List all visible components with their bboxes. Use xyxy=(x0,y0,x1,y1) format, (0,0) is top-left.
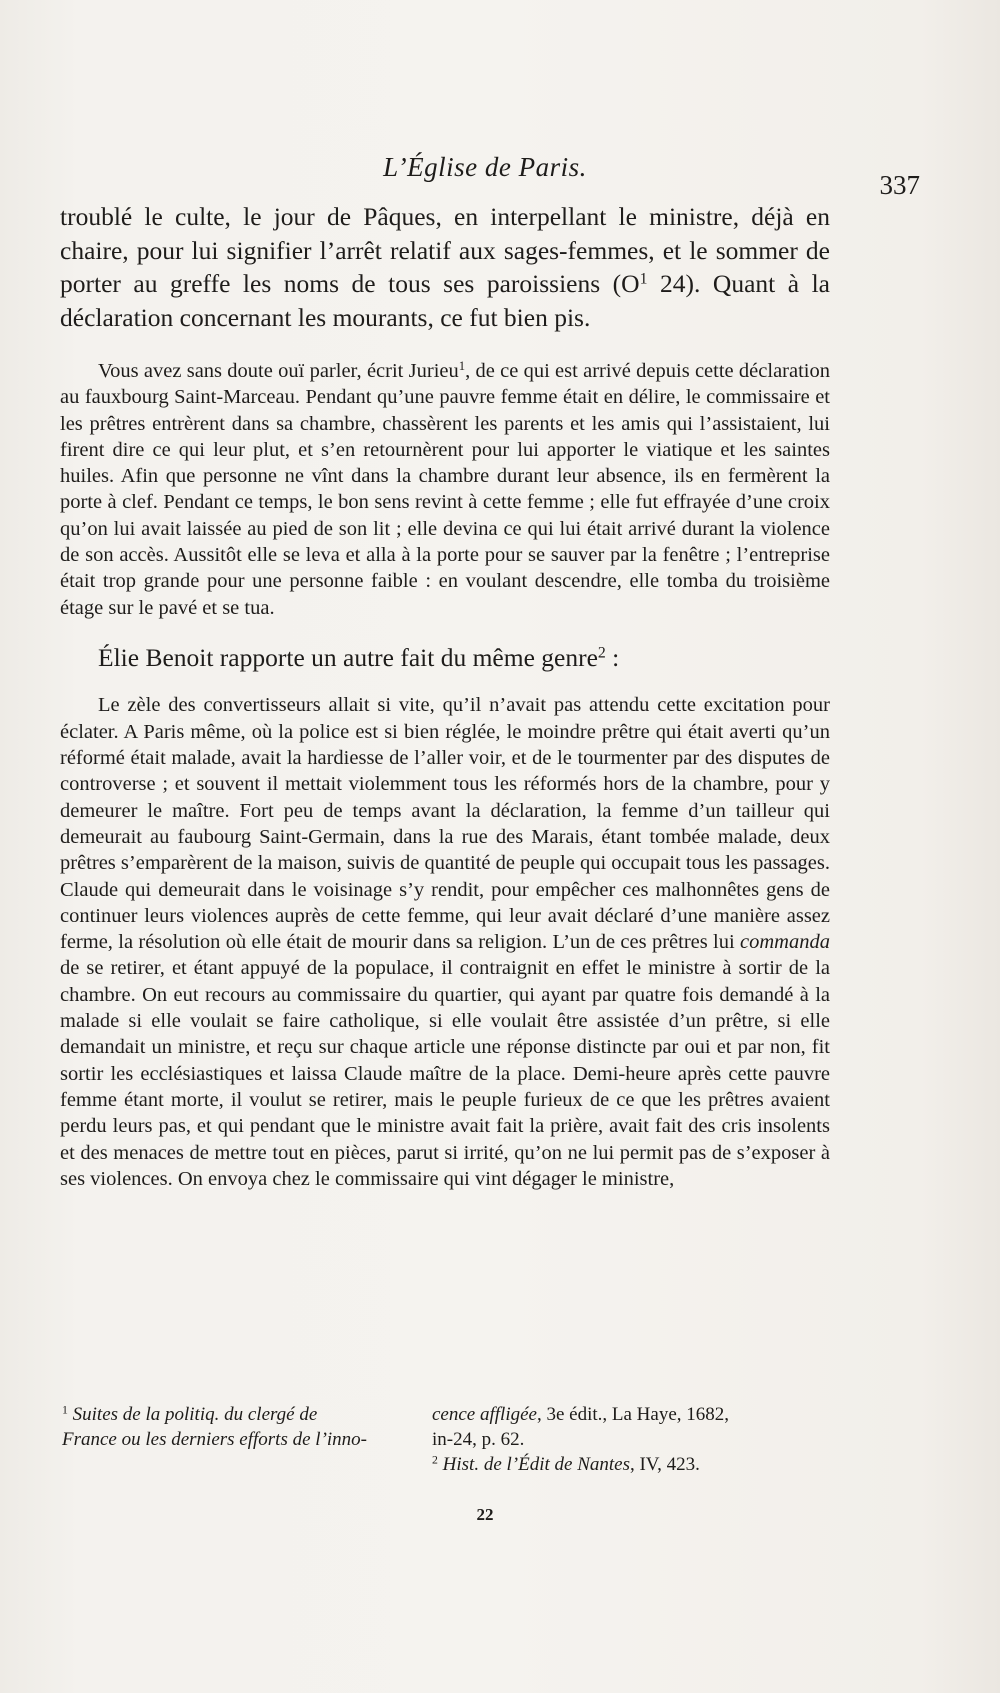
quote-jurieu xyxy=(60,358,830,621)
footnote-1-edition: , 3e édit., La Haye, 1682, xyxy=(536,1404,730,1425)
paragraph-benoit-cont: : xyxy=(605,642,620,672)
footnote-ref-2: 2 xyxy=(597,644,606,662)
paragraph-benoit xyxy=(60,641,830,675)
quote-benoit-text: Le zèle des convertisseurs allait si vite, qu’il n’avait pas attendu cette excitation pour éclater. A Paris même, où la police est si bien réglée, le moindre prêtre qui était averti qu’un réformé était malade, avait la hardiesse de l’aller voir, et de le tourmenter par des disputes de controverse ; et souvent il mettait violemment tous les réformés hors de la chambre, pour y demeurer le maître. Fort peu de temps avant la déclaration, la femme d’un tailleur qui demeurait au faubourg Saint-Germain, dans la rue des Marais, étant tombée malade, deux prêtres s’emparèrent de la maison, suivis de quantité de peuple qui occupait tous les passages. Claude qui demeurait dans le voisinage s’y rendit, pour empêcher ces malhonnêtes gens de continuer leurs violences auprès de cette femme, qui leur avait déclaré d’une manière assez ferme, la résolution où elle était de mourir dans sa religion. L’un de ces prêtres lui xyxy=(60,694,830,954)
footnote-2 xyxy=(432,1452,832,1477)
footnote-1-line-2 xyxy=(62,1427,407,1452)
paragraph-intro-text: troublé le culte, le jour de Pâques, en interpellant le ministre, déjà en chaire, pour lui signifier l’arrêt relatif aux sages-femmes, et le sommer de porter au greffe les noms de tous ses paroissiens (O xyxy=(60,202,830,298)
footnote-1-title-end: cence affligée xyxy=(432,1404,537,1425)
quote-benoit xyxy=(60,692,830,1192)
footnote-ref-1: 1 xyxy=(458,359,466,374)
source-superscript: 1 xyxy=(639,270,648,288)
page-number: 337 xyxy=(879,170,920,200)
footnote-1-line-1 xyxy=(62,1402,407,1427)
footnote-1-end xyxy=(432,1402,832,1477)
footnote-1-start xyxy=(62,1402,407,1452)
paragraph-intro-cont: 24). Quant à la déclaration concernant les mourants, ce fut bien pis. xyxy=(60,269,830,332)
footnote-1-page: in-24, p. 62. xyxy=(432,1429,525,1450)
quote-benoit-cont: de se retirer, et étant appuyé de la populace, il contraignit en effet le ministre à sortir de la chambre. On eut recours au commissaire du quartier, qui ayant par quatre fois demandé à la malade si elle voulait se faire catholique, si elle voulait être assistée d’un prêtre, si elle demandait un ministre, et reçu sur chaque article une réponse distincte par oui et par non, fit sortir les ecclésiastiques et laissa Claude maître de la place. Demi-heure après cette pauvre femme étant morte, il voulut se retirer, mais le peuple furieux de ce que les prêtres avaient perdu leurs pas, et qui pendant que le ministre avait fait la prière, avait fait des cris insolents et des menaces de mettre tout en pièces, parut si irrité, qu’on ne lui permit pas de s’exposer à ses violences. On envoya chez le commissaire qui vint dégager le ministre, xyxy=(60,957,830,1190)
paragraph-benoit-text: Élie Benoit rapporte un autre fait du même genre xyxy=(98,642,598,672)
quote-jurieu-text: Vous avez sans doute ouï parler, écrit Jurieu xyxy=(98,360,459,382)
footnote-2-ref: , IV, 423. xyxy=(629,1454,700,1475)
quote-benoit-emphasis: commanda xyxy=(740,931,830,954)
body-text xyxy=(60,200,830,1192)
footnote-2-number: 2 xyxy=(432,1453,438,1467)
signature-mark: 22 xyxy=(476,1505,494,1524)
footnote-1-line-3 xyxy=(432,1402,832,1427)
paragraph-intro xyxy=(60,200,830,334)
running-title: L’Église de Paris. xyxy=(383,152,587,182)
footnote-1-line-4 xyxy=(432,1427,832,1452)
page-header xyxy=(60,148,920,200)
footnote-2-title: Hist. de l’Édit de Nantes xyxy=(442,1454,630,1475)
footnote-1-text-1: Suites de la politiq. du clergé de xyxy=(72,1404,318,1425)
quote-jurieu-cont: , de ce qui est arrivé depuis cette déclaration au fauxbourg Saint-Marceau. Pendant qu’une pauvre femme était en délire, le commissaire et les prêtres entrèrent dans sa chambre, chassèrent les parents et les amis qui l’assistaient, lui firent dire ce qui leur plut, et s’en retournèrent pour lui apporter le viatique et les saintes huiles. Afin que personne ne vînt dans la chambre durant leur absence, ils en fermèrent la porte à clef. Pendant ce temps, le bon sens revint à cette femme ; elle fut effrayée d’une croix qu’on lui avait laissée au pied de son lit ; elle devina ce qui lui était arrivé durant la violence de son accès. Aussitôt elle se leva et alla à la porte pour se sauver par la fenêtre ; l’entreprise était trop grande pour une personne faible : en voulant descendre, elle tomba du troisième étage sur le pavé et se tua. xyxy=(60,360,830,619)
footnote-1-text-2: France ou les derniers efforts de l’inno- xyxy=(62,1429,368,1450)
footnote-1-number: 1 xyxy=(62,1403,68,1417)
